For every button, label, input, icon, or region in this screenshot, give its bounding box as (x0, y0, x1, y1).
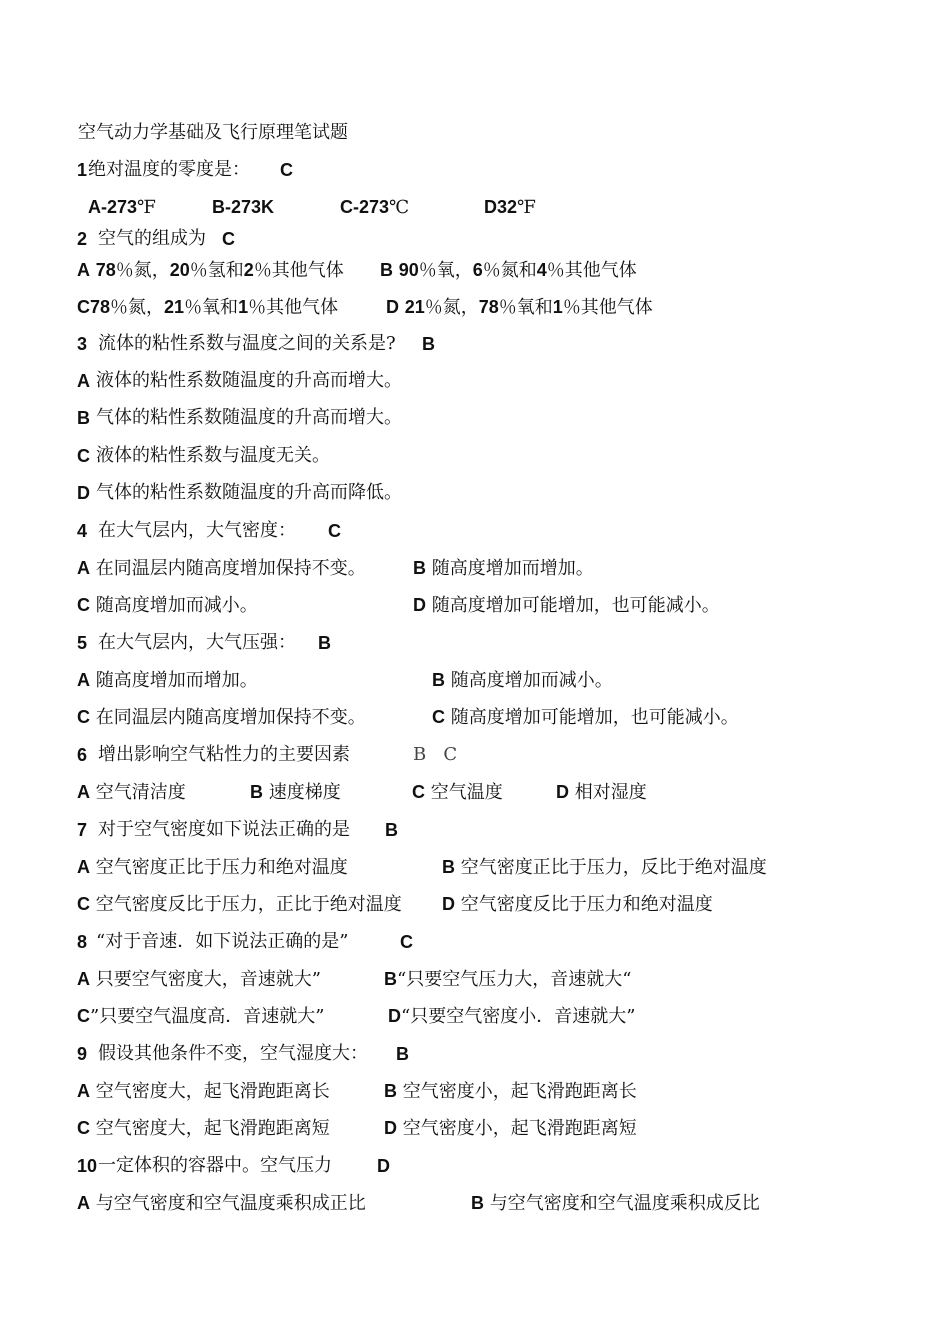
option-d: D 相对湿度 (556, 782, 647, 803)
question-text: 流体的粘性系数与温度之间的关系是? (98, 333, 396, 354)
option-a: A 78％氮，20％氢和2％其他气体 (77, 260, 344, 281)
question-number: 6 (77, 745, 88, 765)
question-number: 7 (77, 820, 88, 840)
answer-key: B (422, 334, 435, 354)
option-b: B 与空气密度和空气温度乘积成反比 (471, 1193, 760, 1214)
question-number: 10 (77, 1156, 98, 1176)
option-b: B 随高度增加而增加。 (413, 558, 594, 579)
option-c: C 随高度增加而减小。 (77, 595, 258, 616)
option-d: D 空气密度小，起飞滑跑距离短 (384, 1118, 637, 1139)
question-number: 1 (77, 160, 88, 180)
answer-key: B (385, 820, 398, 840)
question-number: 9 (77, 1044, 88, 1064)
question-text: 空气的组成为 (98, 228, 206, 249)
option-b: B 速度梯度 (250, 782, 341, 803)
option-b: B 空气密度小，起飞滑跑距离长 (384, 1081, 637, 1102)
option-c: C 空气密度反比于压力，正比于绝对温度 (77, 894, 402, 915)
question-number: 5 (77, 633, 88, 653)
answer-key: C (400, 932, 413, 952)
option-a: A 空气密度大，起飞滑跑距离长 (77, 1081, 330, 1102)
option-d: D“只要空气密度小．音速就大” (388, 1006, 636, 1027)
question-text: 一定体积的容器中。空气压力 (98, 1155, 332, 1176)
option-c: C 空气温度 (412, 782, 503, 803)
answer-key: B (396, 1044, 409, 1064)
answer-key: B C (413, 744, 458, 765)
question-number: 8 (77, 932, 88, 952)
option-c: C 空气密度大，起飞滑跑距离短 (77, 1118, 330, 1139)
question-text: 在大气层内，大气密度： (98, 520, 296, 541)
question-text: 增出影响空气粘性力的主要因素 (98, 744, 350, 765)
option-a: A-273℉ (88, 197, 156, 218)
option-a: A 空气清洁度 (77, 782, 186, 803)
answer-key: D (377, 1156, 390, 1176)
answer-key: B (318, 633, 331, 653)
option-a: A 与空气密度和空气温度乘积成正比 (77, 1193, 366, 1214)
option-d: D 随高度增加可能增加，也可能减小。 (413, 595, 720, 616)
option-a: A 只要空气密度大，音速就大” (77, 969, 321, 990)
answer-key: C (222, 229, 235, 249)
question-text: 在大气层内，大气压强： (98, 632, 296, 653)
answer-key: C (328, 521, 341, 541)
option-b: B 空气密度正比于压力，反比于绝对温度 (442, 857, 767, 878)
option-b: B 随高度增加而减小。 (432, 670, 613, 691)
question-text: 对于空气密度如下说法正确的是 (98, 819, 350, 840)
option-b: B“只要空气压力大，音速就大“ (384, 969, 632, 990)
question-number: 4 (77, 521, 88, 541)
option-c: C78％氮，21％氧和1％其他气体 (77, 297, 339, 318)
option-a: A 随高度增加而增加。 (77, 670, 258, 691)
answer-key: C (280, 160, 293, 180)
option-c: C-273℃ (340, 197, 410, 218)
question-text: 绝对温度的零度是： (88, 159, 250, 180)
question-text: “对于音速．如下说法正确的是” (96, 931, 349, 952)
question-number: 2 (77, 229, 88, 249)
question-number: 3 (77, 334, 88, 354)
option-c: C 在同温层内随高度增加保持不变。 (77, 707, 366, 728)
option-d: D 空气密度反比于压力和绝对温度 (442, 894, 713, 915)
option-c-second: C 随高度增加可能增加，也可能减小。 (432, 707, 739, 728)
title-text: 空气动力学基础及飞行原理笔试题 (78, 122, 348, 143)
option-a: A 空气密度正比于压力和绝对温度 (77, 857, 348, 878)
option-b: B-273K (212, 197, 275, 217)
option-b: B 90％氧，6％氮和4％其他气体 (380, 260, 637, 281)
question-text: 假设其他条件不变，空气湿度大： (98, 1043, 368, 1064)
option-d: D32℉ (484, 197, 536, 218)
option-c: C”只要空气温度高．音速就大” (77, 1006, 325, 1027)
option-d: D 21％氮，78％氧和1％其他气体 (386, 297, 653, 318)
option-a: A 在同温层内随高度增加保持不变。 (77, 558, 366, 579)
